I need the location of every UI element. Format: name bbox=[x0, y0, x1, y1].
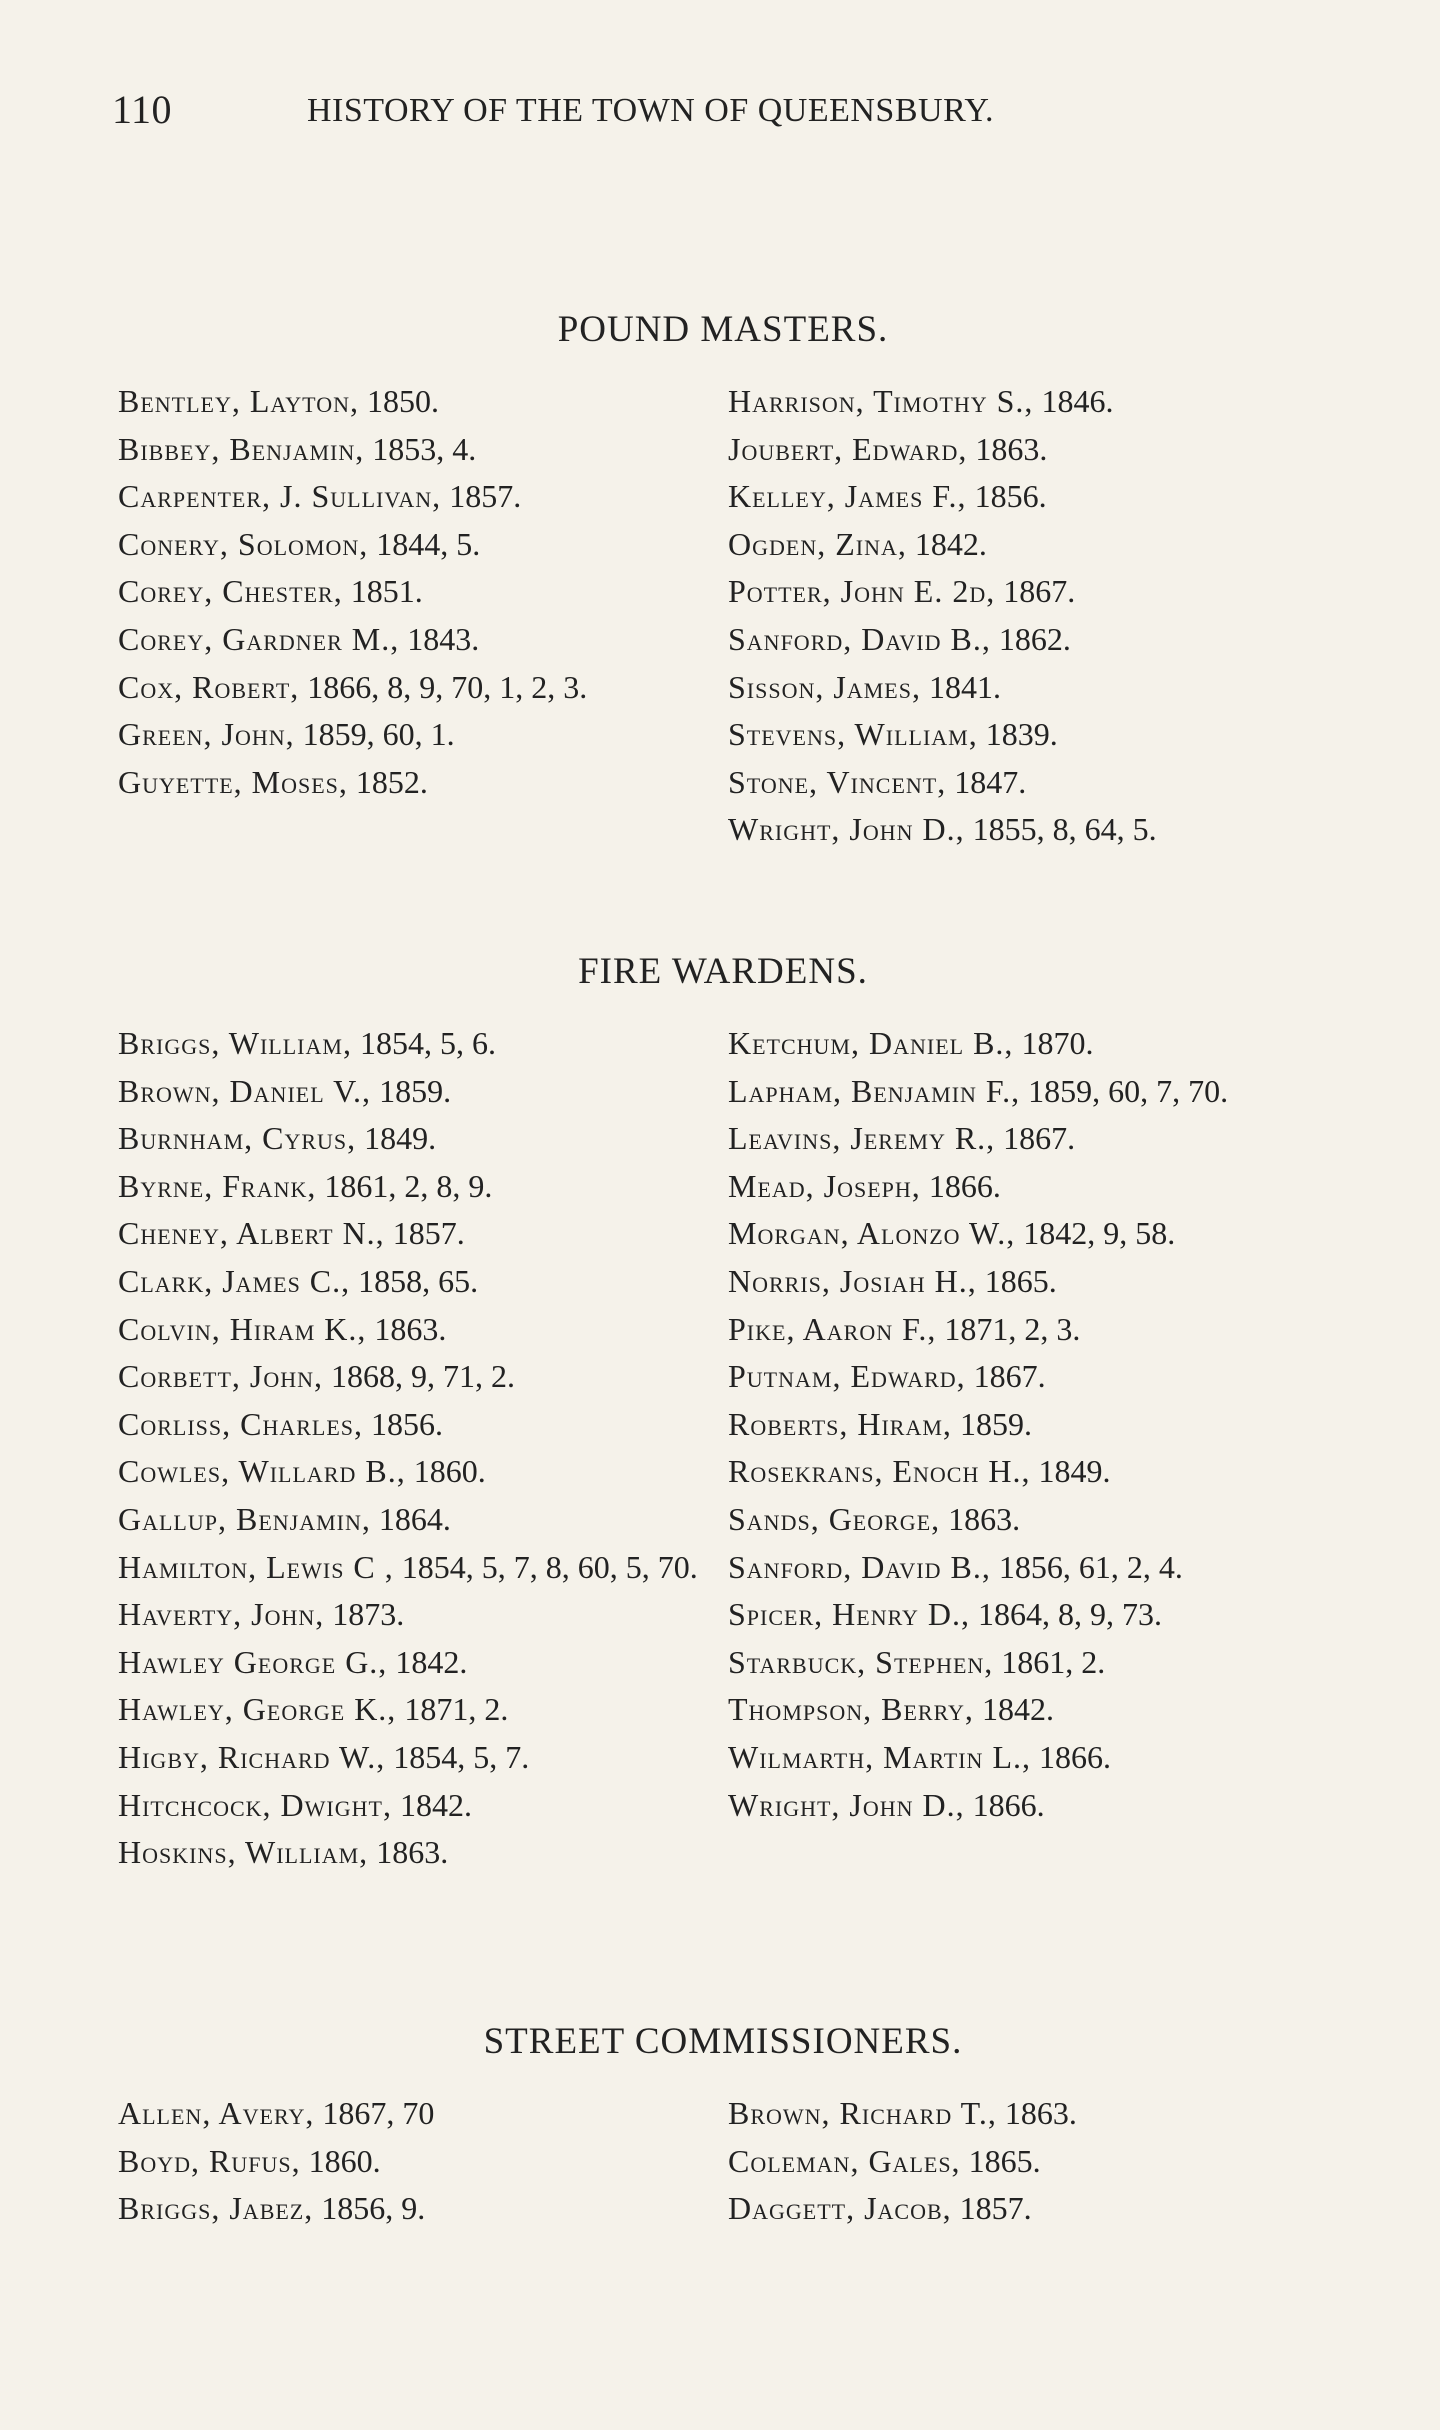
page-number: 110 bbox=[112, 87, 173, 132]
entry-name: Hoskins, William, bbox=[118, 1834, 369, 1871]
entry-years: 1864, 8, 9, 73. bbox=[978, 1596, 1163, 1633]
entry-name: Gallup, Benjamin, bbox=[118, 1500, 371, 1537]
entry-name: Harrison, Timothy S., bbox=[728, 383, 1034, 419]
entry-name: Corey, Gardner M., bbox=[118, 620, 400, 657]
entry-years: 1854, 5, 7, 8, 60, 5, 70. bbox=[401, 1548, 698, 1585]
entry-name: Allen, Avery, bbox=[118, 2095, 315, 2131]
list-item bbox=[728, 616, 1318, 664]
entry-years: 1846. bbox=[1041, 383, 1114, 419]
entry-years: 1857. bbox=[449, 478, 522, 515]
entry-name: Corliss, Charles, bbox=[118, 1405, 364, 1442]
entry-years: 1856, 9. bbox=[321, 2190, 426, 2227]
entry-name: Sanford, David B., bbox=[728, 620, 991, 657]
entry-years: 1863. bbox=[1004, 2095, 1077, 2131]
entry-name: Cowles, Willard B., bbox=[118, 1453, 406, 1490]
entry-years: 1856. bbox=[371, 1405, 444, 1442]
entry-years: 1867. bbox=[973, 1358, 1046, 1395]
list-item bbox=[728, 1686, 1318, 1734]
list-item bbox=[118, 2090, 708, 2138]
section-title: FIRE WARDENS. bbox=[578, 951, 868, 992]
entry-years: 1855, 8, 64, 5. bbox=[972, 811, 1157, 848]
entry-years: 1871, 2. bbox=[404, 1691, 509, 1728]
entry-years: 1859. bbox=[959, 1405, 1032, 1442]
entry-years: 1859, 60, 1. bbox=[302, 716, 455, 753]
entry-name: Pike, Aaron F., bbox=[728, 1310, 937, 1347]
list-item bbox=[118, 1306, 708, 1354]
entry-name: Carpenter, J. Sullivan, bbox=[118, 478, 442, 515]
list-item bbox=[118, 759, 708, 807]
entry-name: Burnham, Cyrus, bbox=[118, 1120, 357, 1157]
entry-years: 1844, 5. bbox=[376, 525, 481, 562]
entry-years: 1867, 70 bbox=[322, 2095, 435, 2131]
entry-years: 1854, 5, 7. bbox=[393, 1738, 530, 1775]
entry-name: Wright, John D., bbox=[728, 1786, 965, 1823]
entry-name: Kelley, James F., bbox=[728, 478, 967, 515]
section-title: POUND MASTERS. bbox=[557, 309, 889, 350]
entry-years: 1863. bbox=[376, 1834, 449, 1871]
right-column bbox=[728, 2090, 1318, 2233]
list-item bbox=[118, 2185, 708, 2233]
entry-years: 1866. bbox=[928, 1167, 1001, 1204]
entry-name: Hamilton, Lewis C , bbox=[118, 1548, 394, 1585]
list-item bbox=[728, 1210, 1318, 1258]
entry-name: Bentley, Layton, bbox=[118, 383, 359, 419]
list-item bbox=[118, 1686, 708, 1734]
list-item bbox=[118, 426, 708, 474]
list-item bbox=[728, 521, 1318, 569]
entry-name: Clark, James C., bbox=[118, 1262, 351, 1299]
list-item bbox=[728, 426, 1318, 474]
entry-years: 1863. bbox=[374, 1310, 447, 1347]
list-item bbox=[118, 1544, 708, 1592]
list-item bbox=[728, 711, 1318, 759]
entry-name: Higby, Richard W., bbox=[118, 1738, 386, 1775]
entry-name: Guyette, Moses, bbox=[118, 763, 348, 800]
entry-name: Stone, Vincent, bbox=[728, 763, 947, 800]
list-item bbox=[118, 568, 708, 616]
list-item bbox=[728, 2090, 1318, 2138]
list-item bbox=[728, 1115, 1318, 1163]
entry-name: Ketchum, Daniel B., bbox=[728, 1025, 1014, 1061]
entry-name: Spicer, Henry D., bbox=[728, 1596, 971, 1633]
list-item bbox=[118, 1639, 708, 1687]
section-title: STREET COMMISSIONERS. bbox=[483, 2021, 963, 2062]
right-column bbox=[728, 1020, 1318, 1829]
entry-columns bbox=[118, 378, 1328, 888]
entry-years: 1842. bbox=[981, 1691, 1054, 1728]
entry-years: 1842, 9, 58. bbox=[1023, 1215, 1176, 1252]
section-fire-wardens bbox=[118, 942, 1328, 1940]
entry-name: Coleman, Gales, bbox=[728, 2142, 961, 2179]
entry-name: Wilmarth, Martin L., bbox=[728, 1738, 1031, 1775]
entry-name: Mead, Joseph, bbox=[728, 1167, 921, 1204]
entry-name: Cox, Robert, bbox=[118, 668, 300, 705]
entry-name: Sanford, David B., bbox=[728, 1548, 991, 1585]
section-street-commissioners bbox=[118, 2012, 1328, 2240]
entry-years: 1864. bbox=[378, 1500, 451, 1537]
list-item bbox=[728, 1353, 1318, 1401]
entry-years: 1867. bbox=[1003, 1120, 1076, 1157]
list-item bbox=[118, 1020, 708, 1068]
list-item bbox=[118, 521, 708, 569]
list-item bbox=[118, 1115, 708, 1163]
list-item bbox=[728, 1163, 1318, 1211]
entry-years: 1873. bbox=[332, 1596, 405, 1633]
list-item bbox=[728, 1068, 1318, 1116]
entry-name: Conery, Solomon, bbox=[118, 525, 369, 562]
entry-years: 1871, 2, 3. bbox=[944, 1310, 1081, 1347]
list-item bbox=[728, 806, 1318, 854]
list-item bbox=[118, 616, 708, 664]
list-item bbox=[118, 2138, 708, 2186]
right-column bbox=[728, 378, 1318, 854]
list-item bbox=[118, 1353, 708, 1401]
entry-name: Ogden, Zina, bbox=[728, 525, 907, 562]
list-item bbox=[728, 1258, 1318, 1306]
entry-columns bbox=[118, 1020, 1328, 1940]
entry-years: 1859. bbox=[379, 1072, 452, 1109]
entry-years: 1852. bbox=[355, 763, 428, 800]
entry-years: 1854, 5, 6. bbox=[359, 1025, 496, 1061]
entry-name: Joubert, Edward, bbox=[728, 430, 968, 467]
list-item bbox=[118, 1496, 708, 1544]
list-item bbox=[728, 1639, 1318, 1687]
list-item bbox=[118, 1210, 708, 1258]
entry-name: Daggett, Jacob, bbox=[728, 2190, 952, 2227]
entry-years: 1863. bbox=[975, 430, 1048, 467]
running-head bbox=[112, 86, 1342, 136]
entry-name: Byrne, Frank, bbox=[118, 1167, 317, 1204]
left-column bbox=[118, 2090, 708, 2233]
entry-years: 1863. bbox=[948, 1500, 1021, 1537]
entry-name: Bibbey, Benjamin, bbox=[118, 430, 365, 467]
entry-years: 1860. bbox=[413, 1453, 486, 1490]
list-item bbox=[728, 473, 1318, 521]
entry-years: 1841. bbox=[928, 668, 1001, 705]
entry-name: Boyd, Rufus, bbox=[118, 2142, 301, 2179]
entry-name: Briggs, William, bbox=[118, 1025, 352, 1061]
entry-years: 1856, 61, 2, 4. bbox=[998, 1548, 1183, 1585]
entry-years: 1862. bbox=[998, 620, 1071, 657]
entry-name: Rosekrans, Enoch H., bbox=[728, 1453, 1031, 1490]
entry-name: Brown, Richard T., bbox=[728, 2095, 997, 2131]
entry-years: 1865. bbox=[984, 1262, 1057, 1299]
entry-name: Hawley George G., bbox=[118, 1643, 388, 1680]
entry-name: Roberts, Hiram, bbox=[728, 1405, 952, 1442]
list-item bbox=[728, 759, 1318, 807]
entry-name: Corbett, John, bbox=[118, 1358, 324, 1395]
entry-name: Morgan, Alonzo W., bbox=[728, 1215, 1016, 1252]
entry-years: 1851. bbox=[350, 573, 423, 610]
entry-name: Colvin, Hiram K., bbox=[118, 1310, 367, 1347]
list-item bbox=[118, 1591, 708, 1639]
list-item bbox=[118, 1401, 708, 1449]
list-item bbox=[118, 378, 708, 426]
entry-years: 1867. bbox=[1003, 573, 1076, 610]
list-item bbox=[728, 1306, 1318, 1354]
entry-name: Potter, John E. 2d, bbox=[728, 573, 996, 610]
entry-years: 1866. bbox=[972, 1786, 1045, 1823]
entry-name: Thompson, Berry, bbox=[728, 1691, 974, 1728]
entry-name: Sands, George, bbox=[728, 1500, 941, 1537]
list-item bbox=[728, 1448, 1318, 1496]
entry-years: 1850. bbox=[367, 383, 439, 419]
list-item bbox=[118, 1734, 708, 1782]
left-column bbox=[118, 378, 708, 806]
list-item bbox=[728, 378, 1318, 426]
entry-name: Wright, John D., bbox=[728, 811, 965, 848]
list-item bbox=[118, 711, 708, 759]
entry-name: Hitchcock, Dwight, bbox=[118, 1786, 392, 1823]
entry-years: 1842. bbox=[914, 525, 987, 562]
entry-years: 1858, 65. bbox=[358, 1262, 479, 1299]
list-item bbox=[728, 1591, 1318, 1639]
entry-name: Brown, Daniel V., bbox=[118, 1072, 372, 1109]
entry-columns bbox=[118, 2090, 1328, 2240]
entry-name: Corey, Chester, bbox=[118, 573, 343, 610]
entry-name: Briggs, Jabez, bbox=[118, 2190, 314, 2227]
entry-years: 1868, 9, 71, 2. bbox=[331, 1358, 516, 1395]
entry-name: Haverty, John, bbox=[118, 1596, 325, 1633]
list-item bbox=[728, 1782, 1318, 1830]
list-item bbox=[728, 1020, 1318, 1068]
list-item bbox=[118, 1258, 708, 1306]
entry-years: 1865. bbox=[968, 2142, 1041, 2179]
entry-years: 1866. bbox=[1039, 1738, 1111, 1775]
list-item bbox=[118, 1448, 708, 1496]
list-item bbox=[118, 1163, 708, 1211]
entry-name: Starbuck, Stephen, bbox=[728, 1643, 994, 1680]
list-item bbox=[728, 2185, 1318, 2233]
entry-years: 1847. bbox=[954, 763, 1027, 800]
entry-years: 1842. bbox=[395, 1643, 468, 1680]
entry-years: 1853, 4. bbox=[372, 430, 477, 467]
entry-years: 1857. bbox=[959, 2190, 1032, 2227]
list-item bbox=[728, 1544, 1318, 1592]
list-item bbox=[118, 1068, 708, 1116]
entry-years: 1860. bbox=[308, 2142, 381, 2179]
entry-years: 1842. bbox=[399, 1786, 472, 1823]
list-item bbox=[728, 568, 1318, 616]
list-item bbox=[118, 664, 708, 712]
list-item bbox=[728, 2138, 1318, 2186]
entry-years: 1861, 2, 8, 9. bbox=[324, 1167, 493, 1204]
left-column bbox=[118, 1020, 708, 1877]
entry-years: 1843. bbox=[407, 620, 480, 657]
entry-name: Stevens, William, bbox=[728, 716, 978, 753]
section-pound-masters bbox=[118, 300, 1328, 888]
entry-name: Norris, Josiah H., bbox=[728, 1262, 977, 1299]
entry-years: 1857. bbox=[392, 1215, 465, 1252]
entry-name: Green, John, bbox=[118, 716, 295, 753]
entry-name: Hawley, George K., bbox=[118, 1691, 397, 1728]
list-item bbox=[118, 473, 708, 521]
list-item bbox=[728, 1496, 1318, 1544]
entry-years: 1839. bbox=[985, 716, 1058, 753]
entry-years: 1861, 2. bbox=[1001, 1643, 1106, 1680]
entry-years: 1870. bbox=[1021, 1025, 1094, 1061]
list-item bbox=[728, 1401, 1318, 1449]
list-item bbox=[728, 664, 1318, 712]
entry-name: Putnam, Edward, bbox=[728, 1358, 966, 1395]
entry-years: 1856. bbox=[974, 478, 1047, 515]
list-item bbox=[118, 1829, 708, 1877]
entry-years: 1849. bbox=[364, 1120, 437, 1157]
list-item bbox=[728, 1734, 1318, 1782]
entry-name: Sisson, James, bbox=[728, 668, 921, 705]
entry-name: Lapham, Benjamin F., bbox=[728, 1072, 1021, 1109]
entry-name: Leavins, Jeremy R., bbox=[728, 1120, 996, 1157]
entry-years: 1849. bbox=[1038, 1453, 1111, 1490]
list-item bbox=[118, 1782, 708, 1830]
entry-name: Cheney, Albert N., bbox=[118, 1215, 385, 1252]
entry-years: 1866, 8, 9, 70, 1, 2, 3. bbox=[307, 668, 588, 705]
entry-years: 1859, 60, 7, 70. bbox=[1028, 1072, 1229, 1109]
book-title: HISTORY OF THE TOWN OF QUEENSBURY. bbox=[307, 92, 995, 129]
